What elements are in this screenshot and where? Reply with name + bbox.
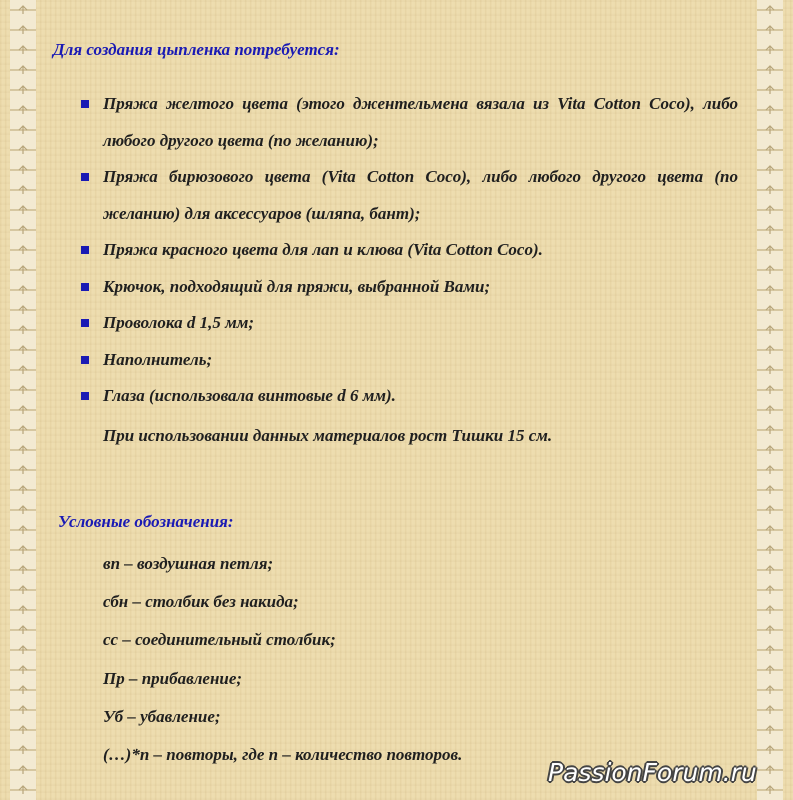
border-ornament-mark	[766, 206, 774, 214]
border-ornament-mark	[19, 426, 27, 434]
border-ornament-mark	[19, 546, 27, 554]
border-ornament-mark	[19, 686, 27, 694]
border-ornament-mark	[19, 46, 27, 54]
legend-item: вп – воздушная петля;	[103, 554, 274, 573]
border-ornament-mark	[766, 606, 774, 614]
materials-list-item	[78, 232, 738, 269]
border-ornament-mark	[766, 546, 774, 554]
square-bullet-icon	[81, 283, 89, 291]
border-ornament-mark	[19, 126, 27, 134]
legend-item: (…)*n – повторы, где n – количество повторов.	[103, 745, 463, 765]
border-ornament-mark	[766, 486, 774, 494]
border-ornament-mark	[19, 626, 27, 634]
border-ornament-mark	[766, 426, 774, 434]
border-ornament-mark	[19, 6, 27, 14]
border-ornament-mark	[766, 726, 774, 734]
border-ornament-mark	[766, 566, 774, 574]
border-ornament-mark	[19, 646, 27, 654]
border-ornament-mark	[766, 626, 774, 634]
border-ornament-mark	[19, 466, 27, 474]
border-ornament-mark	[766, 106, 774, 114]
border-ornament-mark	[766, 166, 774, 174]
border-ornament-mark	[766, 586, 774, 594]
border-ornament-mark	[19, 566, 27, 574]
materials-item-text: Пряжа бирюзового цвета (Vita Cotton Coco), либо любого другого цвета (по желанию) для аксессуаров (шляпа, бант);	[103, 167, 738, 223]
border-ornament-mark	[19, 586, 27, 594]
border-ornament-mark	[19, 326, 27, 334]
materials-list-item	[78, 342, 738, 379]
border-ornament-mark	[19, 266, 27, 274]
legend-heading: Условные обозначения:	[58, 512, 234, 531]
border-ornament-mark	[766, 86, 774, 94]
border-ornament-mark	[766, 346, 774, 354]
border-ornament-mark	[19, 166, 27, 174]
border-ornament-mark	[766, 786, 774, 794]
materials-heading: Для создания цыпленка потребуется:	[53, 40, 340, 59]
border-ornament-mark	[766, 686, 774, 694]
border-ornament-mark	[766, 306, 774, 314]
materials-list-item	[78, 378, 738, 415]
border-ornament-mark	[766, 266, 774, 274]
border-ornament-mark	[19, 386, 27, 394]
border-ornament-mark	[766, 366, 774, 374]
materials-item-text: Проволока d 1,5 мм;	[103, 313, 255, 332]
border-ornament-mark	[766, 526, 774, 534]
legend-list	[103, 545, 462, 774]
border-ornament-mark	[766, 466, 774, 474]
border-ornament-mark	[766, 446, 774, 454]
border-ornament-mark	[766, 386, 774, 394]
border-ornament-mark	[766, 146, 774, 154]
border-ornament-mark	[19, 366, 27, 374]
border-ornament-mark	[766, 186, 774, 194]
square-bullet-icon	[81, 392, 89, 400]
border-ornament-mark	[19, 446, 27, 454]
materials-item-text: Наполнитель;	[103, 349, 213, 369]
border-ornament-mark	[19, 66, 27, 74]
square-bullet-icon	[81, 100, 89, 108]
border-ornament-mark	[19, 526, 27, 534]
border-ornament-mark	[19, 666, 27, 674]
left-border-ornament	[10, 0, 36, 800]
materials-list-item	[78, 86, 738, 159]
border-ornament-mark	[19, 186, 27, 194]
legend-item: сс – соединительный столбик;	[103, 630, 336, 650]
border-ornament-mark	[766, 226, 774, 234]
square-bullet-icon	[81, 319, 89, 327]
site-watermark: PassionForum.ru	[548, 758, 757, 787]
border-ornament-mark	[766, 6, 774, 14]
border-ornament-mark	[19, 86, 27, 94]
border-ornament-mark	[766, 746, 774, 754]
border-ornament-mark	[19, 346, 27, 354]
border-ornament-mark	[19, 746, 27, 754]
legend-item: Пр – прибавление;	[103, 668, 243, 688]
border-ornament-mark	[766, 406, 774, 414]
border-ornament-mark	[766, 706, 774, 714]
border-ornament-mark	[766, 126, 774, 134]
border-ornament-mark	[19, 226, 27, 234]
legend-item: сбн – столбик без накида;	[103, 592, 299, 612]
border-ornament-mark	[19, 766, 27, 774]
border-ornament-mark	[766, 46, 774, 54]
border-ornament-mark	[766, 506, 774, 514]
border-ornament-mark	[19, 506, 27, 514]
materials-list	[78, 86, 738, 415]
materials-list-item	[78, 305, 738, 342]
square-bullet-icon	[81, 246, 89, 254]
border-ornament-mark	[19, 406, 27, 414]
border-ornament-mark	[19, 146, 27, 154]
height-note: При использовании данных материалов рост Тишки 15 см.	[103, 426, 553, 445]
materials-item-text: Крючок, подходящий для пряжи, выбранной Вами;	[103, 276, 491, 296]
border-ornament-mark	[766, 666, 774, 674]
border-ornament-mark	[766, 326, 774, 334]
border-ornament-mark	[19, 706, 27, 714]
materials-item-text: Глаза (использовала винтовые d 6 мм).	[103, 386, 396, 405]
border-ornament-mark	[19, 26, 27, 34]
materials-item-text: Пряжа красного цвета для лап и клюва (Vita Cotton Coco).	[103, 240, 543, 259]
materials-list-item	[78, 269, 738, 306]
border-ornament-mark	[766, 766, 774, 774]
border-ornament-mark	[19, 106, 27, 114]
border-ornament-mark	[766, 26, 774, 34]
border-ornament-mark	[766, 646, 774, 654]
border-ornament-mark	[766, 246, 774, 254]
border-ornament-mark	[766, 66, 774, 74]
border-ornament-mark	[19, 206, 27, 214]
right-decorative-border	[757, 0, 783, 800]
border-ornament-mark	[19, 786, 27, 794]
border-ornament-mark	[19, 306, 27, 314]
border-ornament-mark	[19, 286, 27, 294]
materials-item-text: Пряжа желтого цвета (этого джентельмена вязала из Vita Cotton Coco), либо любого другого цвета (по желанию);	[103, 94, 738, 150]
right-border-ornament	[757, 0, 783, 800]
border-ornament-mark	[19, 246, 27, 254]
border-ornament-mark	[19, 606, 27, 614]
square-bullet-icon	[81, 356, 89, 364]
square-bullet-icon	[81, 173, 89, 181]
legend-item: Уб – убавление;	[103, 706, 221, 726]
materials-list-item	[78, 159, 738, 232]
left-decorative-border	[10, 0, 36, 800]
border-ornament-mark	[766, 286, 774, 294]
border-ornament-mark	[19, 726, 27, 734]
border-ornament-mark	[19, 486, 27, 494]
